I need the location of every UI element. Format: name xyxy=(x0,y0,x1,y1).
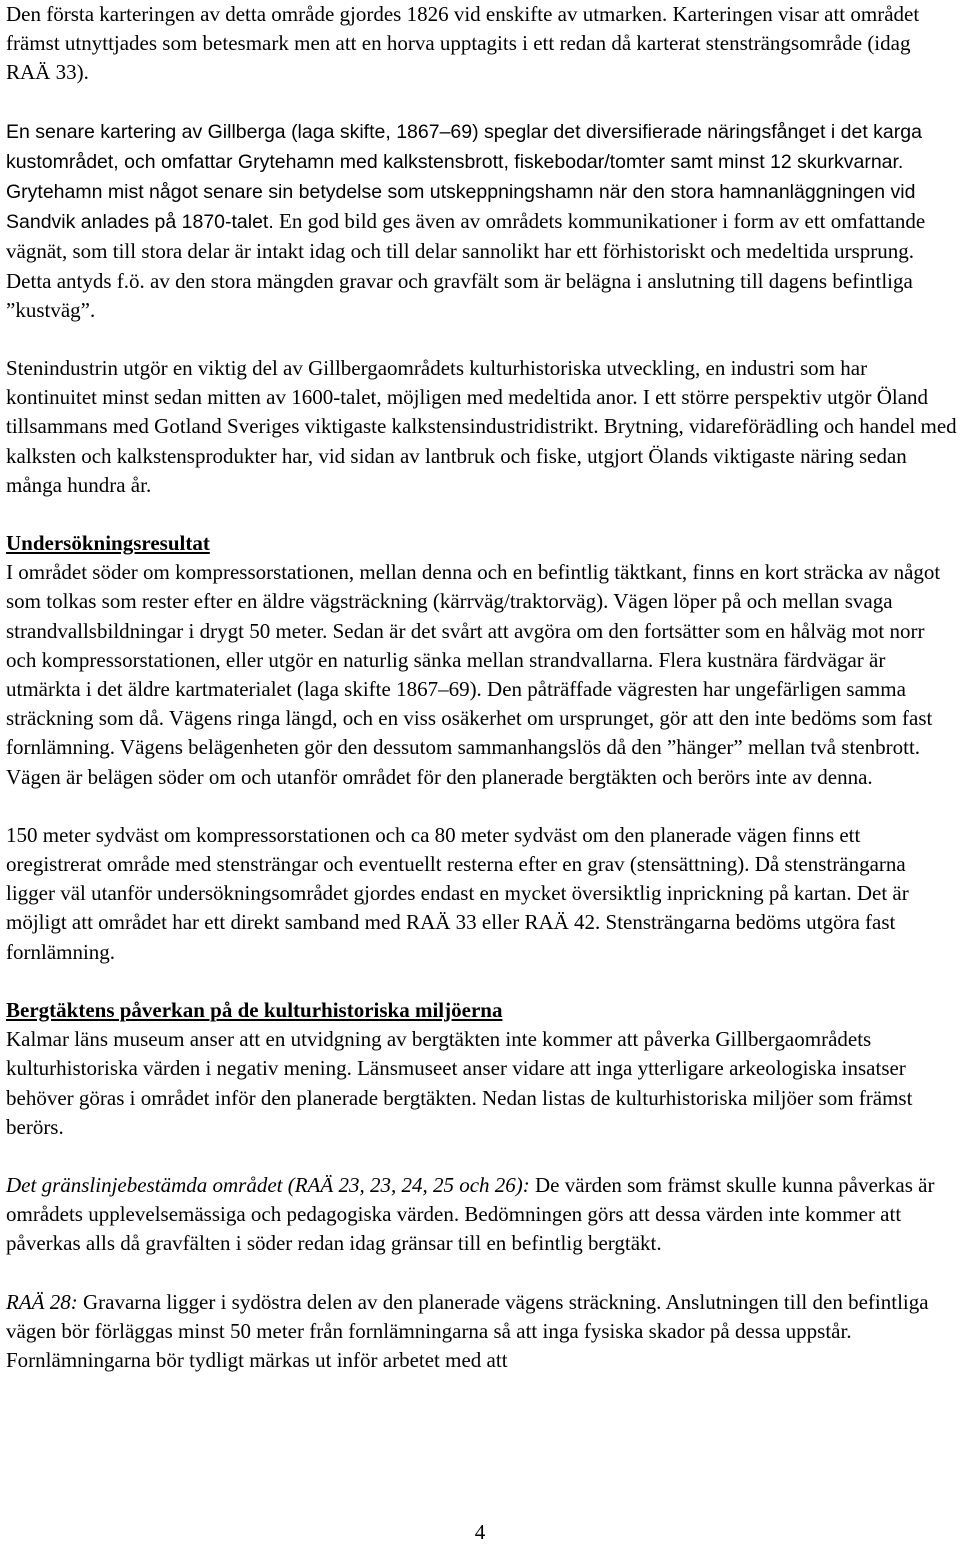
paragraph-gap xyxy=(6,792,958,821)
paragraph-boundary-area xyxy=(6,1171,958,1259)
paragraph-gap xyxy=(6,500,958,529)
paragraph-gap xyxy=(6,325,958,354)
paragraph-later-mapping-part2: Grytehamn mist något senare sin betydelse som utskeppningshamn när den stora hamnanläggningen vid Sandvik anlades på 1870-talet. xyxy=(6,181,916,234)
paragraph-raa-28-lead: RAÄ 28: xyxy=(6,1289,78,1314)
paragraph-boundary-area-lead: Det gränslinjebestämda området (RAÄ 23, 23, 24, 25 och 26): xyxy=(6,1172,530,1197)
paragraph-stone-industry: Stenindustrin utgör en viktig del av Gillbergaområdets kulturhistoriska utveckling, en industri som har kontinuitet minst sedan mitten av 1600-talet, möjligen med medeltida anor. I ett större perspektiv utgör Öland tillsammans med Gotland Sveriges viktigaste kalkstensindustridistrikt. Brytning, vidareförädling och handel med kalksten och kalkstensprodukter har, vid sidan av lantbruk och fiske, utgjort Ölands viktigaste näring sedan många hundra år. xyxy=(6,356,957,497)
paragraph-boundary-area-body: De värden som främst skulle kunna påverkas är områdets upplevelsemässiga och pedagogiska värden. Bedömningen görs att dessa värden inte kommer att påverkas alls då gravfälten i söder redan idag gränsar till en befintlig bergtäkt. xyxy=(6,1172,935,1256)
paragraph-gap xyxy=(6,88,958,117)
paragraph-results: I området söder om kompressorstationen, mellan denna och en befintlig täktkant, finns en kort sträcka av något som tolkas som rester efter en äldre vägsträckning (kärrväg/traktorväg). Vägen löper på och mellan svaga strandvallsbildningar i drygt 50 meter. Sedan är det svårt att avgöra om den fortsätter som en hålväg mot norr och kompressorstationen, eller utgör en naturlig sänka mellan strandvallarna. Flera kustnära färdvägar är utmärkta i det äldre kartmaterialet (laga skifte 1867–69). Den påträffade vägresten har ungefärligen samma sträckning som då. Vägens ringa längd, och en viss osäkerhet om ursprunget, gör att den inte bedöms som fast fornlämning. Vägens belägenheten gör den dessutom sammanhangslös då den ”hänger” mellan två stenbrott. Vägen är belägen söder om och utanför området för den planerade bergtäkten och berörs inte av denna. xyxy=(6,560,941,789)
paragraph-gap xyxy=(6,1142,958,1171)
paragraph-raa-28 xyxy=(6,1288,958,1376)
paragraph-later-mapping xyxy=(6,117,958,325)
paragraph-later-mapping-part3: En god bild ges även av områdets kommunikationer i form av ett omfattande vägnät, som till stora delar är intakt idag och till delar sannolikt har ett förhistoriskt och medeltida ursprung. Detta antyds f.ö. av den stora mängden gravar och gravfält som är belägna i anslutning till dagens befintliga ”kustväg”. xyxy=(6,209,926,322)
paragraph-raa-28-body: Gravarna ligger i sydöstra delen av den planerade vägens sträckning. Anslutningen till den befintliga vägen bör förläggas minst 50 meter från fornlämningarna så att inga fysiska skador på dessa uppstår. Fornlämningarna bör tydligt märkas ut inför arbetet med att xyxy=(6,1289,929,1372)
document-body xyxy=(6,0,958,1375)
paragraph-gap xyxy=(6,967,958,996)
paragraph-later-mapping-part1: En senare kartering av Gillberga (laga skifte, 1867–69) speglar det diversifierade näringsfånget i det karga kustområdet, och omfattar Grytehamn med kalkstensbrott, fiskebodar/tomter samt minst 12 skurkvarnar. xyxy=(6,120,922,173)
page-number: 4 xyxy=(474,1520,486,1544)
paragraph-impact: Kalmar läns museum anser att en utvidgning av bergtäkten inte kommer att påverka Gillbergaområdets kulturhistoriska värden i negativ mening. Länsmuseet anser vidare att inga ytterligare arkeologiska insatser behöver göras i området inför den planerade bergtäkten. Nedan listas de kulturhistoriska miljöer som främst berörs. xyxy=(6,1027,913,1139)
section-heading-results: Undersökningsresultat xyxy=(6,531,210,556)
paragraph-gap xyxy=(6,1259,958,1288)
section-heading-impact: Bergtäktens påverkan på de kulturhistoriska miljöerna xyxy=(6,997,503,1022)
paragraph-first-mapping: Den första karteringen av detta område gjordes 1826 vid enskifte av utmarken. Karteringen visar att området främst utnyttjades som betesmark men att en horva upptagits i ett redan då karterat stensträngsområde (idag RAÄ 33). xyxy=(6,2,920,85)
paragraph-stone-walls: 150 meter sydväst om kompressorstationen och ca 80 meter sydväst om den planerade vägen finns ett oregistrerat område med stensträngar och eventuellt resterna efter en grav (stensättning). Då stensträngarna ligger väl utanför undersökningsområdet gjordes endast en mycket översiktlig inprickning på kartan. Det är möjligt att området har ett direkt samband med RAÄ 33 eller RAÄ 42. Stensträngarna bedöms utgöra fast fornlämning. xyxy=(6,822,909,964)
